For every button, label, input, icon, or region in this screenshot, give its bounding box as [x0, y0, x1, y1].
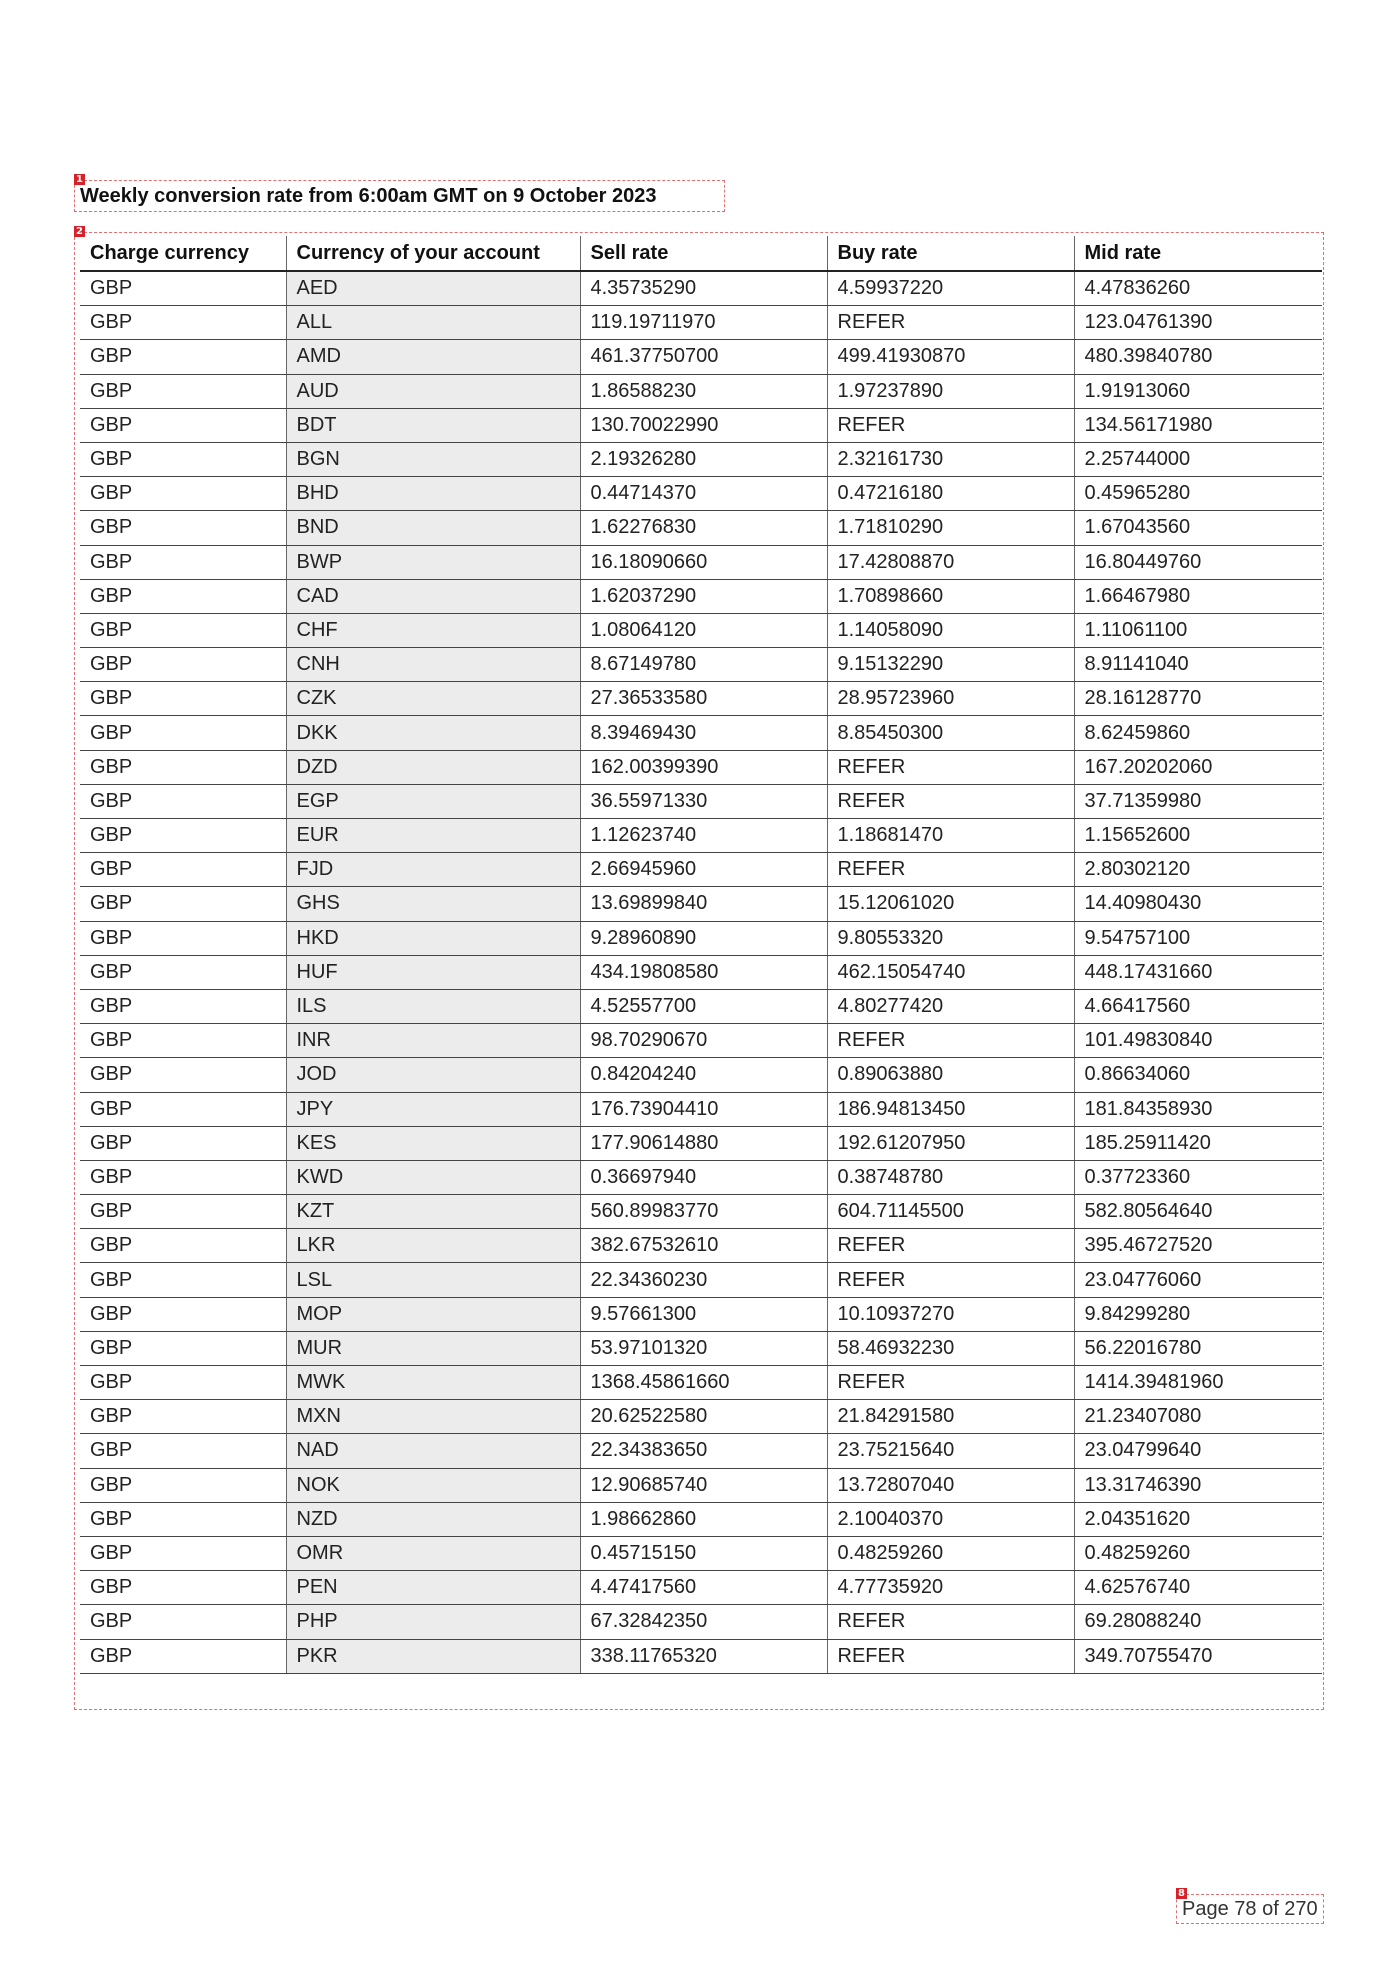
table-row — [80, 784, 1322, 818]
account-currency-cell: CAD — [286, 579, 580, 613]
sell-rate-cell: 0.36697940 — [580, 1160, 827, 1194]
account-currency-cell: AED — [286, 271, 580, 306]
account-currency-cell: BWP — [286, 545, 580, 579]
sell-rate-cell: 27.36533580 — [580, 682, 827, 716]
table-row — [80, 1502, 1322, 1536]
table-header-row — [80, 236, 1322, 271]
charge-currency-cell: GBP — [80, 1297, 286, 1331]
sell-rate-cell: 119.19711970 — [580, 306, 827, 340]
buy-rate-cell: 604.71145500 — [827, 1195, 1074, 1229]
account-currency-cell: PEN — [286, 1571, 580, 1605]
table-row — [80, 579, 1322, 613]
charge-currency-cell: GBP — [80, 1605, 286, 1639]
table-row — [80, 1639, 1322, 1673]
table-row — [80, 340, 1322, 374]
table-row — [80, 306, 1322, 340]
buy-rate-cell: 1.18681470 — [827, 819, 1074, 853]
charge-currency-cell: GBP — [80, 1126, 286, 1160]
table-row — [80, 1058, 1322, 1092]
mid-rate-cell: 395.46727520 — [1074, 1229, 1322, 1263]
sell-rate-cell: 177.90614880 — [580, 1126, 827, 1160]
charge-currency-cell: GBP — [80, 374, 286, 408]
mid-rate-cell: 480.39840780 — [1074, 340, 1322, 374]
account-currency-cell: MWK — [286, 1366, 580, 1400]
mid-rate-cell: 167.20202060 — [1074, 750, 1322, 784]
sell-rate-cell: 338.11765320 — [580, 1639, 827, 1673]
sell-rate-cell: 434.19808580 — [580, 955, 827, 989]
mid-rate-cell: 0.48259260 — [1074, 1536, 1322, 1570]
charge-currency-cell: GBP — [80, 648, 286, 682]
sell-rate-cell: 4.52557700 — [580, 989, 827, 1023]
account-currency-cell: KZT — [286, 1195, 580, 1229]
table-row — [80, 1571, 1322, 1605]
sell-rate-cell: 22.34383650 — [580, 1434, 827, 1468]
table-row — [80, 1366, 1322, 1400]
charge-currency-cell: GBP — [80, 579, 286, 613]
mid-rate-cell: 4.66417560 — [1074, 989, 1322, 1023]
table-row — [80, 955, 1322, 989]
account-currency-cell: HUF — [286, 955, 580, 989]
mid-rate-cell: 1.15652600 — [1074, 819, 1322, 853]
mid-rate-cell: 8.91141040 — [1074, 648, 1322, 682]
mid-rate-cell: 123.04761390 — [1074, 306, 1322, 340]
table-row — [80, 1297, 1322, 1331]
table-row — [80, 750, 1322, 784]
charge-currency-cell: GBP — [80, 1400, 286, 1434]
sell-rate-cell: 9.57661300 — [580, 1297, 827, 1331]
mid-rate-cell: 1.66467980 — [1074, 579, 1322, 613]
region-marker: 8 — [1176, 1888, 1187, 1899]
account-currency-cell: BGN — [286, 442, 580, 476]
buy-rate-cell: 1.97237890 — [827, 374, 1074, 408]
account-currency-cell: BDT — [286, 408, 580, 442]
charge-currency-cell: GBP — [80, 887, 286, 921]
column-header-charge-currency: Charge currency — [80, 236, 286, 271]
account-currency-cell: HKD — [286, 921, 580, 955]
sell-rate-cell: 2.66945960 — [580, 853, 827, 887]
table-row — [80, 511, 1322, 545]
charge-currency-cell: GBP — [80, 1263, 286, 1297]
mid-rate-cell: 4.62576740 — [1074, 1571, 1322, 1605]
table-row — [80, 1434, 1322, 1468]
sell-rate-cell: 1.86588230 — [580, 374, 827, 408]
buy-rate-cell: REFER — [827, 750, 1074, 784]
buy-rate-cell: 28.95723960 — [827, 682, 1074, 716]
mid-rate-cell: 13.31746390 — [1074, 1468, 1322, 1502]
account-currency-cell: JPY — [286, 1092, 580, 1126]
mid-rate-cell: 0.86634060 — [1074, 1058, 1322, 1092]
account-currency-cell: ALL — [286, 306, 580, 340]
account-currency-cell: EGP — [286, 784, 580, 818]
sell-rate-cell: 53.97101320 — [580, 1331, 827, 1365]
charge-currency-cell: GBP — [80, 1229, 286, 1263]
table-row — [80, 1229, 1322, 1263]
table-row — [80, 1605, 1322, 1639]
mid-rate-cell: 23.04776060 — [1074, 1263, 1322, 1297]
buy-rate-cell: 0.38748780 — [827, 1160, 1074, 1194]
conversion-rate-table — [80, 236, 1322, 1674]
table-row — [80, 921, 1322, 955]
sell-rate-cell: 560.89983770 — [580, 1195, 827, 1229]
sell-rate-cell: 1.98662860 — [580, 1502, 827, 1536]
charge-currency-cell: GBP — [80, 716, 286, 750]
buy-rate-cell: 2.32161730 — [827, 442, 1074, 476]
buy-rate-cell: 17.42808870 — [827, 545, 1074, 579]
account-currency-cell: PHP — [286, 1605, 580, 1639]
mid-rate-cell: 37.71359980 — [1074, 784, 1322, 818]
sell-rate-cell: 9.28960890 — [580, 921, 827, 955]
sell-rate-cell: 13.69899840 — [580, 887, 827, 921]
account-currency-cell: MOP — [286, 1297, 580, 1331]
mid-rate-cell: 14.40980430 — [1074, 887, 1322, 921]
table-row — [80, 1160, 1322, 1194]
table-row — [80, 1400, 1322, 1434]
sell-rate-cell: 1.08064120 — [580, 613, 827, 647]
charge-currency-cell: GBP — [80, 1639, 286, 1673]
account-currency-cell: PKR — [286, 1639, 580, 1673]
table-row — [80, 819, 1322, 853]
sell-rate-cell: 12.90685740 — [580, 1468, 827, 1502]
buy-rate-cell: 0.47216180 — [827, 477, 1074, 511]
buy-rate-cell: 13.72807040 — [827, 1468, 1074, 1502]
sell-rate-cell: 461.37750700 — [580, 340, 827, 374]
buy-rate-cell: REFER — [827, 1366, 1074, 1400]
account-currency-cell: LKR — [286, 1229, 580, 1263]
buy-rate-cell: REFER — [827, 1639, 1074, 1673]
column-header-mid-rate: Mid rate — [1074, 236, 1322, 271]
buy-rate-cell: 9.80553320 — [827, 921, 1074, 955]
table-row — [80, 1195, 1322, 1229]
table-row — [80, 545, 1322, 579]
account-currency-cell: LSL — [286, 1263, 580, 1297]
account-currency-cell: NAD — [286, 1434, 580, 1468]
table-row — [80, 1468, 1322, 1502]
buy-rate-cell: 0.89063880 — [827, 1058, 1074, 1092]
buy-rate-cell: 192.61207950 — [827, 1126, 1074, 1160]
buy-rate-cell: REFER — [827, 1024, 1074, 1058]
sell-rate-cell: 22.34360230 — [580, 1263, 827, 1297]
charge-currency-cell: GBP — [80, 682, 286, 716]
sell-rate-cell: 0.84204240 — [580, 1058, 827, 1092]
table-row — [80, 1126, 1322, 1160]
charge-currency-cell: GBP — [80, 306, 286, 340]
mid-rate-cell: 69.28088240 — [1074, 1605, 1322, 1639]
buy-rate-cell: 2.10040370 — [827, 1502, 1074, 1536]
sell-rate-cell: 4.47417560 — [580, 1571, 827, 1605]
buy-rate-cell: 58.46932230 — [827, 1331, 1074, 1365]
table-row — [80, 1536, 1322, 1570]
mid-rate-cell: 185.25911420 — [1074, 1126, 1322, 1160]
charge-currency-cell: GBP — [80, 271, 286, 306]
buy-rate-cell: 0.48259260 — [827, 1536, 1074, 1570]
table-row — [80, 408, 1322, 442]
buy-rate-cell: 499.41930870 — [827, 340, 1074, 374]
sell-rate-cell: 4.35735290 — [580, 271, 827, 306]
charge-currency-cell: GBP — [80, 545, 286, 579]
account-currency-cell: CZK — [286, 682, 580, 716]
mid-rate-cell: 0.45965280 — [1074, 477, 1322, 511]
charge-currency-cell: GBP — [80, 1058, 286, 1092]
sell-rate-cell: 1.12623740 — [580, 819, 827, 853]
account-currency-cell: JOD — [286, 1058, 580, 1092]
table-row — [80, 374, 1322, 408]
buy-rate-cell: 1.70898660 — [827, 579, 1074, 613]
buy-rate-cell: REFER — [827, 306, 1074, 340]
mid-rate-cell: 0.37723360 — [1074, 1160, 1322, 1194]
sell-rate-cell: 8.67149780 — [580, 648, 827, 682]
charge-currency-cell: GBP — [80, 442, 286, 476]
account-currency-cell: DZD — [286, 750, 580, 784]
account-currency-cell: KWD — [286, 1160, 580, 1194]
charge-currency-cell: GBP — [80, 613, 286, 647]
sell-rate-cell: 98.70290670 — [580, 1024, 827, 1058]
sell-rate-cell: 382.67532610 — [580, 1229, 827, 1263]
sell-rate-cell: 130.70022990 — [580, 408, 827, 442]
buy-rate-cell: REFER — [827, 1263, 1074, 1297]
region-marker: 1 — [74, 174, 85, 185]
mid-rate-cell: 2.04351620 — [1074, 1502, 1322, 1536]
buy-rate-cell: 4.77735920 — [827, 1571, 1074, 1605]
table-body — [80, 271, 1322, 1673]
buy-rate-cell: 8.85450300 — [827, 716, 1074, 750]
sell-rate-cell: 162.00399390 — [580, 750, 827, 784]
region-marker: 2 — [74, 226, 85, 237]
buy-rate-cell: 10.10937270 — [827, 1297, 1074, 1331]
sell-rate-cell: 16.18090660 — [580, 545, 827, 579]
table-row — [80, 271, 1322, 306]
mid-rate-cell: 134.56171980 — [1074, 408, 1322, 442]
charge-currency-cell: GBP — [80, 1195, 286, 1229]
mid-rate-cell: 4.47836260 — [1074, 271, 1322, 306]
buy-rate-cell: REFER — [827, 853, 1074, 887]
sell-rate-cell: 1368.45861660 — [580, 1366, 827, 1400]
table-row — [80, 682, 1322, 716]
charge-currency-cell: GBP — [80, 955, 286, 989]
mid-rate-cell: 1.11061100 — [1074, 613, 1322, 647]
mid-rate-cell: 21.23407080 — [1074, 1400, 1322, 1434]
account-currency-cell: MUR — [286, 1331, 580, 1365]
account-currency-cell: EUR — [286, 819, 580, 853]
buy-rate-cell: REFER — [827, 1605, 1074, 1639]
charge-currency-cell: GBP — [80, 1536, 286, 1570]
account-currency-cell: ILS — [286, 989, 580, 1023]
charge-currency-cell: GBP — [80, 1434, 286, 1468]
buy-rate-cell: REFER — [827, 408, 1074, 442]
account-currency-cell: DKK — [286, 716, 580, 750]
mid-rate-cell: 349.70755470 — [1074, 1639, 1322, 1673]
charge-currency-cell: GBP — [80, 784, 286, 818]
sell-rate-cell: 1.62276830 — [580, 511, 827, 545]
table-row — [80, 442, 1322, 476]
account-currency-cell: CNH — [286, 648, 580, 682]
account-currency-cell: INR — [286, 1024, 580, 1058]
sell-rate-cell: 20.62522580 — [580, 1400, 827, 1434]
mid-rate-cell: 448.17431660 — [1074, 955, 1322, 989]
table-row — [80, 613, 1322, 647]
table-row — [80, 1263, 1322, 1297]
column-header-account-currency: Currency of your account — [286, 236, 580, 271]
sell-rate-cell: 1.62037290 — [580, 579, 827, 613]
sell-rate-cell: 36.55971330 — [580, 784, 827, 818]
mid-rate-cell: 28.16128770 — [1074, 682, 1322, 716]
account-currency-cell: NOK — [286, 1468, 580, 1502]
buy-rate-cell: REFER — [827, 784, 1074, 818]
sell-rate-cell: 0.44714370 — [580, 477, 827, 511]
sell-rate-cell: 176.73904410 — [580, 1092, 827, 1126]
account-currency-cell: AMD — [286, 340, 580, 374]
charge-currency-cell: GBP — [80, 819, 286, 853]
mid-rate-cell: 582.80564640 — [1074, 1195, 1322, 1229]
charge-currency-cell: GBP — [80, 1092, 286, 1126]
account-currency-cell: CHF — [286, 613, 580, 647]
charge-currency-cell: GBP — [80, 408, 286, 442]
sell-rate-cell: 0.45715150 — [580, 1536, 827, 1570]
charge-currency-cell: GBP — [80, 1331, 286, 1365]
account-currency-cell: FJD — [286, 853, 580, 887]
buy-rate-cell: 186.94813450 — [827, 1092, 1074, 1126]
account-currency-cell: GHS — [286, 887, 580, 921]
mid-rate-cell: 101.49830840 — [1074, 1024, 1322, 1058]
charge-currency-cell: GBP — [80, 1468, 286, 1502]
column-header-sell-rate: Sell rate — [580, 236, 827, 271]
buy-rate-cell: 23.75215640 — [827, 1434, 1074, 1468]
buy-rate-cell: 21.84291580 — [827, 1400, 1074, 1434]
page-number: Page 78 of 270 — [1182, 1898, 1318, 1920]
charge-currency-cell: GBP — [80, 1024, 286, 1058]
mid-rate-cell: 56.22016780 — [1074, 1331, 1322, 1365]
sell-rate-cell: 2.19326280 — [580, 442, 827, 476]
account-currency-cell: OMR — [286, 1536, 580, 1570]
charge-currency-cell: GBP — [80, 477, 286, 511]
column-header-buy-rate: Buy rate — [827, 236, 1074, 271]
table-row — [80, 1024, 1322, 1058]
mid-rate-cell: 181.84358930 — [1074, 1092, 1322, 1126]
table-row — [80, 716, 1322, 750]
mid-rate-cell: 2.80302120 — [1074, 853, 1322, 887]
table-row — [80, 887, 1322, 921]
charge-currency-cell: GBP — [80, 989, 286, 1023]
charge-currency-cell: GBP — [80, 853, 286, 887]
buy-rate-cell: 4.80277420 — [827, 989, 1074, 1023]
buy-rate-cell: 462.15054740 — [827, 955, 1074, 989]
sell-rate-cell: 67.32842350 — [580, 1605, 827, 1639]
account-currency-cell: KES — [286, 1126, 580, 1160]
charge-currency-cell: GBP — [80, 921, 286, 955]
mid-rate-cell: 9.84299280 — [1074, 1297, 1322, 1331]
buy-rate-cell: 4.59937220 — [827, 271, 1074, 306]
charge-currency-cell: GBP — [80, 511, 286, 545]
charge-currency-cell: GBP — [80, 1502, 286, 1536]
buy-rate-cell: REFER — [827, 1229, 1074, 1263]
table-row — [80, 477, 1322, 511]
buy-rate-cell: 9.15132290 — [827, 648, 1074, 682]
table-row — [80, 989, 1322, 1023]
mid-rate-cell: 8.62459860 — [1074, 716, 1322, 750]
table-row — [80, 1092, 1322, 1126]
table-row — [80, 853, 1322, 887]
mid-rate-cell: 1.91913060 — [1074, 374, 1322, 408]
account-currency-cell: MXN — [286, 1400, 580, 1434]
mid-rate-cell: 23.04799640 — [1074, 1434, 1322, 1468]
charge-currency-cell: GBP — [80, 1160, 286, 1194]
table-row — [80, 648, 1322, 682]
charge-currency-cell: GBP — [80, 1366, 286, 1400]
page-title: Weekly conversion rate from 6:00am GMT on 9 October 2023 — [80, 185, 657, 207]
mid-rate-cell: 1414.39481960 — [1074, 1366, 1322, 1400]
charge-currency-cell: GBP — [80, 340, 286, 374]
mid-rate-cell: 1.67043560 — [1074, 511, 1322, 545]
table-row — [80, 1331, 1322, 1365]
account-currency-cell: BND — [286, 511, 580, 545]
buy-rate-cell: 15.12061020 — [827, 887, 1074, 921]
mid-rate-cell: 16.80449760 — [1074, 545, 1322, 579]
sell-rate-cell: 8.39469430 — [580, 716, 827, 750]
mid-rate-cell: 9.54757100 — [1074, 921, 1322, 955]
buy-rate-cell: 1.71810290 — [827, 511, 1074, 545]
account-currency-cell: AUD — [286, 374, 580, 408]
charge-currency-cell: GBP — [80, 1571, 286, 1605]
mid-rate-cell: 2.25744000 — [1074, 442, 1322, 476]
account-currency-cell: BHD — [286, 477, 580, 511]
account-currency-cell: NZD — [286, 1502, 580, 1536]
buy-rate-cell: 1.14058090 — [827, 613, 1074, 647]
charge-currency-cell: GBP — [80, 750, 286, 784]
